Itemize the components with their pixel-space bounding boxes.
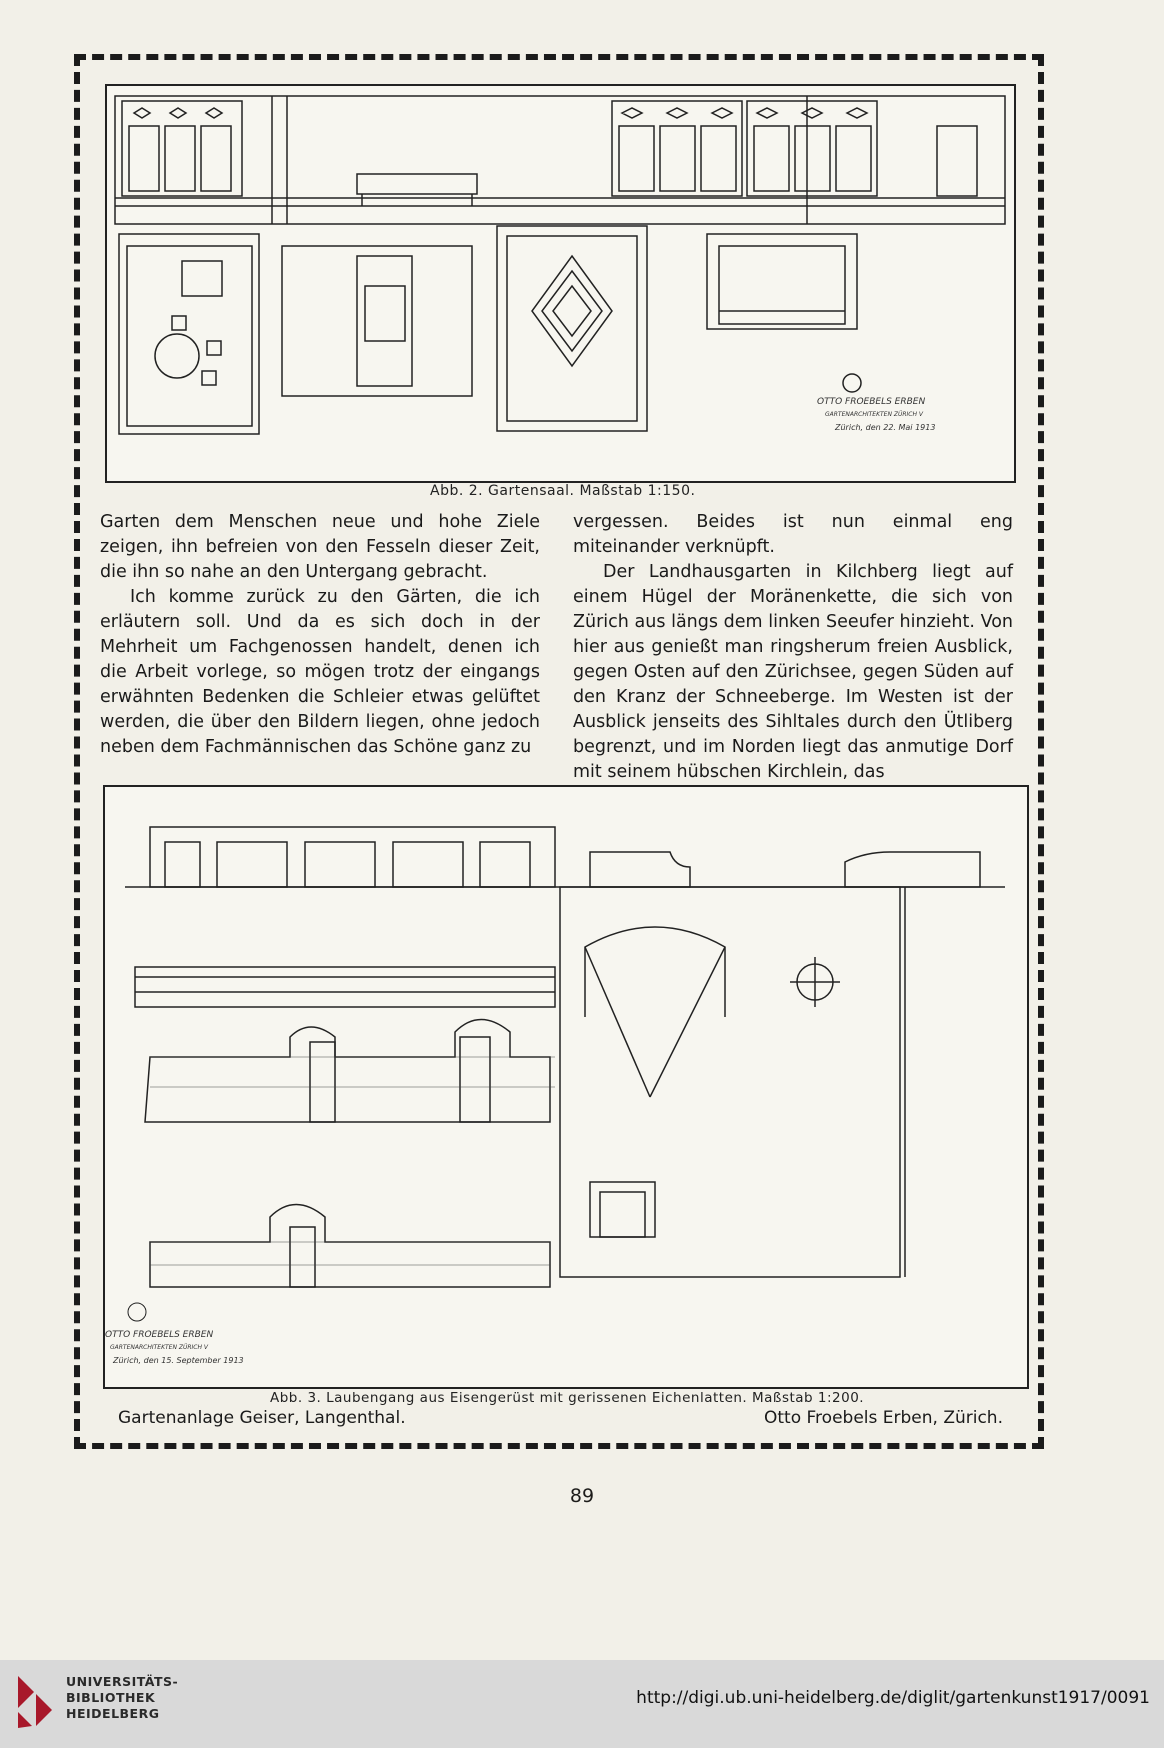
paragraph: Garten dem Menschen neue und hohe Ziele zeigen, ihn befreien von den Fesseln dieser Zeit, die ihn so nahe an den Untergang gebracht.: [100, 512, 540, 582]
stamp-date: Zürich, den 15. September 1913: [113, 1356, 244, 1365]
paragraph: Der Landhausgarten in Kilchberg liegt auf einem Hügel der Moränenkette, die sich von Zürich aus längs dem linken Seeufer hinzieht. Von hier aus genießt man ringsherum freien Ausblick, gegen Osten auf den Zürichsee, gegen Süden auf den Kranz der Schneeberge. Im Westen ist der Ausblick jenseits des Sihltales durch den Ütliberg begrenzt, und im Norden liegt das anmutige Dorf mit seinem hübschen Kirchlein, das: [573, 562, 1013, 782]
stamp-company: OTTO FROEBELS ERBEN: [817, 397, 926, 407]
stamp-subtitle: GARTENARCHITEKTEN ZÜRICH V: [825, 411, 924, 418]
text-column-right: [573, 510, 1013, 785]
laubengang-drawing: [105, 787, 1027, 1387]
document-url-link[interactable]: http://digi.ub.uni-heidelberg.de/diglit/gartenkunst1917/0091: [636, 1688, 1150, 1708]
library-bar: [0, 1660, 1164, 1748]
page-number: 89: [569, 1485, 595, 1507]
university-seal-icon: [14, 1672, 56, 1732]
library-name: UNIVERSITÄTS- BIBLIOTHEK HEIDELBERG: [66, 1674, 179, 1721]
text-column-left: [100, 510, 540, 760]
stamp-company: OTTO FROEBELS ERBEN: [105, 1330, 214, 1340]
figure-bottom-caption: Abb. 3. Laubengang aus Eisengerüst mit gerissenen Eichenlatten. Maßstab 1:200.: [270, 1390, 865, 1406]
footer-right: Otto Froebels Erben, Zürich.: [764, 1408, 1003, 1428]
gartensaal-drawing: [107, 86, 1014, 481]
paragraph: Ich komme zurück zu den Gärten, die ich erläutern soll. Und da es sich doch in der Mehrheit um Fachgenossen handelt, denen ich die Arbeit vorlege, so mögen trotz der eingangs erwähnten Bedenken die Schleier etwas gelüftet werden, die über den Bildern liegen, ohne jedoch neben dem Fachmännischen das Schöne ganz zu: [100, 587, 540, 757]
figure-gartensaal: [105, 84, 1016, 483]
paragraph: vergessen. Beides ist nun einmal eng miteinander verknüpft.: [573, 512, 1013, 557]
footer-left: Gartenanlage Geiser, Langenthal.: [118, 1408, 406, 1428]
stamp-subtitle: GARTENARCHITEKTEN ZÜRICH V: [110, 1344, 209, 1351]
figure-laubengang: [103, 785, 1029, 1389]
figure-top-caption: Abb. 2. Gartensaal. Maßstab 1:150.: [430, 483, 696, 499]
stamp-date: Zürich, den 22. Mai 1913: [835, 423, 936, 432]
